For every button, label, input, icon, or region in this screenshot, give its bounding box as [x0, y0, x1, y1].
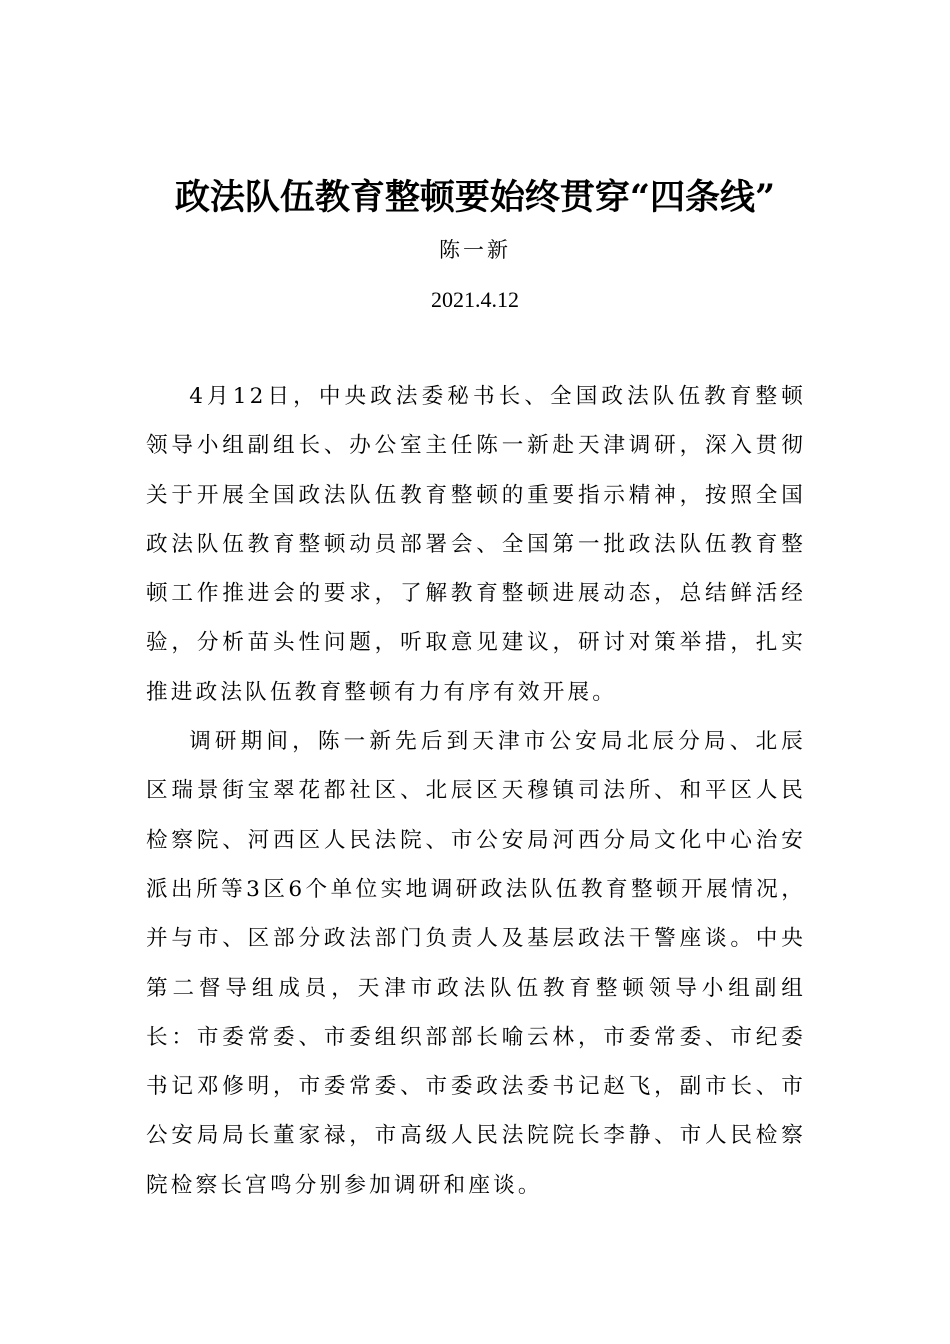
document-author: 陈一新: [439, 238, 511, 262]
body-paragraph: 4月12日，中央政法委秘书长、全国政法队伍教育整顿领导小组副组长、办公室主任陈一新赴天津调研，深入贯彻关于开展全国政法队伍教育整顿的重要指示精神，按照全国政法队伍教育整顿动员部署会、全国第一批政法队伍教育整顿工作推进会的要求，了解教育整顿进展动态，总结鲜活经验，分析苗头性问题，听取意见建议，研讨对策举措，扎实推进政法队伍教育整顿有力有序有效开展。: [146, 384, 806, 705]
document-body: [146, 372, 806, 1210]
document-date: 2021.4.12: [431, 287, 519, 312]
body-paragraph: 调研期间，陈一新先后到天津市公安局北辰分局、北辰区瑞景街宝翠花都社区、北辰区天穆镇司法所、和平区人民检察院、河西区人民法院、市公安局河西分局文化中心治安派出所等3区6个单位实地调研政法队伍教育整顿开展情况，并与市、区部分政法部门负责人及基层政法干警座谈。中央第二督导组成员，天津市政法队伍教育整顿领导小组副组长：市委常委、市委组织部部长喻云林，市委常委、市纪委书记邓修明，市委常委、市委政法委书记赵飞，副市长、市公安局局长董家禄，市高级人民法院院长李静、市人民检察院检察长宫鸣分别参加调研和座谈。: [146, 729, 806, 1198]
document-title: 政法队伍教育整顿要始终贯穿“四条线”: [174, 177, 776, 218]
